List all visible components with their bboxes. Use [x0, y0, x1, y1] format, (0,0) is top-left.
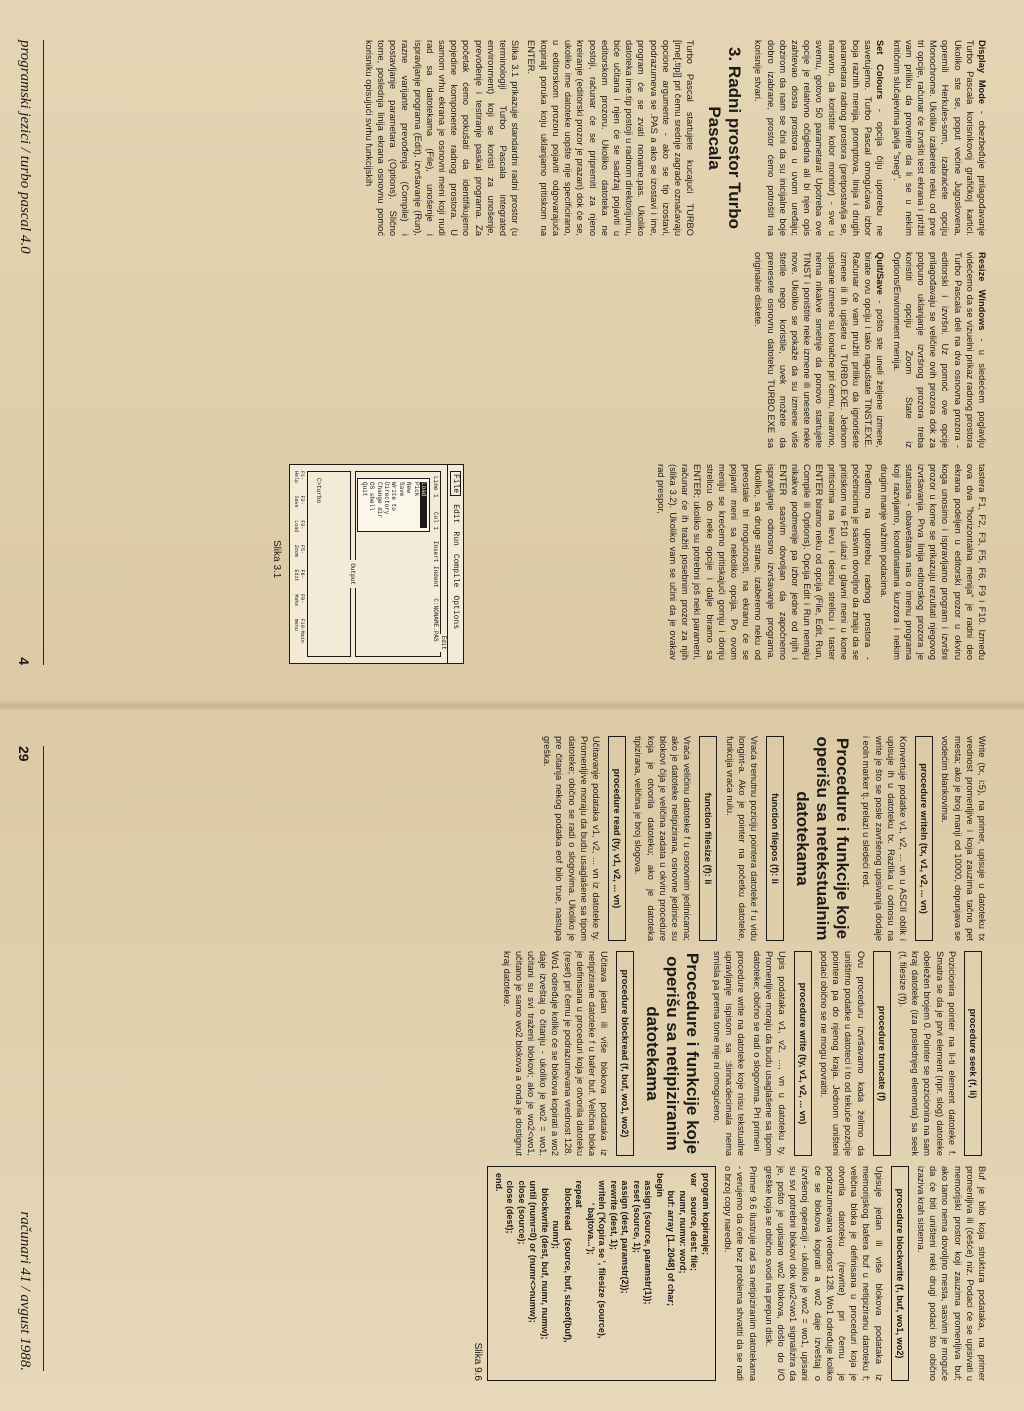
program-line: rewrite (dest, 1); [608, 1173, 619, 1251]
left-footer-title: programski jezici / turbo pascal 4.0 [17, 40, 33, 254]
key-help: F1-Help [293, 471, 305, 484]
primer-paragraph: Primer 9.6 ilustruje rad sa netipiziranim datotekama - verujemo da ćete bez problema shvatiti da se radi o brzoj copy naredbi. [723, 1166, 758, 1381]
file-menu-item: Pick [412, 482, 420, 497]
intro-write-nontext: procedure write na datoteke koje nisu tekstualne upravljanje ispisom sa :širina:decimala nema smisla pa prema tome nije ni omogućeno. [711, 951, 746, 1156]
display-mode-text: - obezbeđuje prilagođavanje Turbo Pascala korisnikovoj grafičkoj kartici. Ukoliko ste se, poput većine Jugoslovena, opremili Herkules-som, izabraćete opciju Monochrome. Ukoliko izaberete neku od prve tri opcije, računar će izvršiti test ekrana i prižiti vam priliku da proverite da li se u nekim kritičnim slučajevima javlja "sneg". [891, 40, 987, 236]
figure-turbo-screen [289, 464, 464, 664]
box-truncate: procedure truncate (f) [873, 951, 891, 1156]
program-line: close (source); [516, 1173, 527, 1245]
program-line: until (numr=0) or (numr<>numw); [528, 1173, 539, 1323]
box-write: procedure write (ty, v1, v2, ... vn) [794, 951, 812, 1156]
main-menu-bar [447, 465, 463, 663]
menu-edit: Edit [451, 504, 460, 524]
file-menu [357, 478, 430, 532]
left-page [0, 0, 1024, 705]
program-line: reset (source, 1); [631, 1173, 642, 1254]
key-edit: F6-Edit [293, 569, 305, 582]
writeln-paragraph: Konvertuje podatke v1, v2, ... vn u ASCII oblik i upisuje ih u datoteku tx. Razlika u odnosu na write je što se posle završenog upisivanja dodaje i eoln marker tj. prelazi u sledeći red. [861, 736, 908, 941]
menu-file: File [450, 471, 461, 496]
program-line: writeln ('Kopira se ', filesize (source), [597, 1173, 608, 1339]
left-column-2 [748, 252, 988, 448]
key-make: F9-Make [293, 594, 305, 607]
program-line: close (dest); [505, 1173, 516, 1234]
menu-compile: Compile [451, 553, 460, 588]
write-paragraph: Write (tx, i:5), na primer, upisuje u datoteku tx vrednost promenljive i koja zauzima tačno pet mesta; ako je broj manji od 10000, dopunjava se vodećim blankovima. [940, 736, 987, 941]
key-main-menu: F10-Main menu [293, 618, 305, 643]
slika-paragraph: Slika 3.1 prikazuje standardni radni prostor (u terminologiji Turbo Pascala integrated environment) koji se koristi za unošenje, prevođenje i testiranje paskal programa. Za početak ćemo pokušati da identifikujemo pojedine komponente radnog prostora. U samom vrhu ekrana je osnovni meni koji nudi rad sa datotekama (File), unošenje i ispravljanje programa (Edit), izvršavanje (Run), razne varijante prevođenja (Compile) i postavljanje parametara (Options). Slično tome, poslednja linija ekrana osnovnu pomoć korisniku opisujući svrhu funkcijskih [363, 40, 521, 236]
file-menu-item: New [405, 482, 413, 493]
right-column-3 [471, 1166, 988, 1381]
file-menu-item: Load [420, 482, 427, 528]
program-listing [487, 1166, 716, 1381]
quit-text: - pošto ste uneli željene izmene, birate ovu opciju i tako napuštate TINST.EXE. Računar će vam pružiti priliku da ignorišete izmene ili ih upišete u TURBO.EXE. Jednom upisane izmene su konačne pri čemu, naravno, nema nikakve smetnje da ponovo startujete TINST i poništite neke izmene ili unesete neke nove. Ukoliko se pokaže da su izmene više štetile nego koristile, uvek možete da prenesete osnovnu datoteku TURBO.EXE sa originalne diskete. [753, 252, 886, 448]
right-column-2 [496, 951, 988, 1156]
blockwrite-paragraph: Upisuje jedan ili više blokova podataka iz memorijskog bafera buf u netipiziranu datoteku f; veličina bloka je definisana u proceduri koja je otvorila datoteku (rewrite) pri čemu je podrazumevana vrednost 128. Wo1 određuje koliko će se blokova kopirati a wo2 daje izveštaj o izvršenoj operaciji - ukoliko je wo2 = wo1, upisani su svi potrebni blokovi dok wo2<wo1 signalizira da je, pošto je upisano wo2 blokova, došlo do I/O greške koja se obično svodi na prepun disk. [763, 1166, 884, 1381]
edit-label: Edit [440, 635, 447, 650]
left-footer [16, 40, 44, 665]
set-colours-head: Set Colours [875, 40, 886, 100]
file-menu-item: Quit [360, 482, 368, 497]
program-line: end. [493, 1173, 504, 1192]
program-line: ' bajtova...'); [585, 1173, 596, 1255]
blockread-paragraph: Učitava jedan ili više blokova podataka iz netipizirane datoteke f u bafer buf. Veličina bloka je definisana u proceduri koja je otvorila datoteku (reset) pri čemu je podrazumevana vrednost 128. Wo1 određuje koliko će se blokova kopirati a wo2 daje izveštaj o čitanju - ukoliko je wo2 = wo1, učitani su svi traženi blokovi; ako je wo2<wo1, učitano je samo wo2 blokova a onda je dostignut kraj datoteke. [501, 951, 610, 1156]
program-line: blockwrite (dest, buf, numr, numw); [539, 1173, 550, 1340]
truncate-paragraph: Ovu proceduru izvršavamo kada želimo da uništimo podatke u datoteci i to od tekuće pozicije pointera pa do njenog kraja. Jednom uništeni podaci obično se ne mogu povratiti. [818, 951, 866, 1156]
program-line: begin [654, 1173, 665, 1197]
filepos-paragraph: Vraća trenutnu poziciju pointera datoteke f u vidu longint-a. Ako je pointer na početku datoteke, funkcija vraća nulu. [724, 736, 759, 941]
menu-run: Run [451, 531, 460, 546]
predimo-paragraph: Pređimo na upotrebu radnog prostora - početnicima je sasvim dovoljno da znaju da se pritiskom na F10 ulazi u glavni meni u kome pritiscima na levu i desnu strelicu i taster ENTER biramo neku od opcija (File, Edit, Run, Compile ili Options). Opcija Edit i Run nemaju nikakve podmenije pa izbor jedne od njih i ENTER sasvim dovoljan da započnemo ispravljanje odnosno izvršavanje programa. Ukoliko, sa druge strane, izaberemo neku od preostale tri mogućnosti, na ekranu će se pojaviti meni sa nekoliko opcija. Po ovom meniju se krećemo pritiskajući gornju i donju strelicu do neke opcije i dalje biramo sa ENTER; ukoliko su potrebni još neki parametri, računar će ih tražiti posebnim prozor za njih (slika 3.2). Ukoliko vam se učini da je ovakav rad prespor, [655, 464, 874, 660]
dos-prompt: C>turbo [315, 478, 322, 504]
program-line: numr, numw: word; [677, 1173, 688, 1274]
box-seek: procedure seek (f, li) [964, 951, 982, 1156]
program-line: assign (source, paramstr(1)); [643, 1173, 654, 1305]
write2-paragraph: Upis podataka v1, v2, ..., vn u datoteku ty. Promenljive moraju da budu usaglašene sa tipom datoteke; obično se radi o slogovima. Pri primeni [752, 951, 787, 1156]
box-writeln: procedure writeln (tx, v1, v2, ... vn) [915, 736, 933, 941]
output-window [307, 471, 356, 657]
quit-head: Quit/Save [875, 252, 886, 295]
right-page-number: 29 [16, 746, 32, 762]
intro-paragraph: Turbo Pascal startujete kucajući TURBO [ime[.tip]] pri čemu srednje zagrade označavaju opcione argumente - ako se tip izostavi, podrazumeva se .PAS a ako se izostavi i ime, program će se zvati noname.pas. Ukoliko datoteka ime.tip postoji u radnom direktorijumu, biće učitana i njen će se sadržaj pojaviti u editorskom prozoru. Ukoliko datoteka ne postoji, računar će se pripremiti za njeno kreiranje (editorski prozor je prazan) dok će se, ukoliko ime datoteke uopšte nije specificirano, u editorskom prozoru pojaviti odgovarajuća kopirajt poruka koju uklanjamo pritiskom na ENTER. [526, 40, 696, 236]
program-line: numr); [551, 1173, 562, 1250]
program-line: repeat [574, 1173, 585, 1208]
output-label: Output [349, 560, 356, 588]
key-save: F2-Save [293, 495, 305, 508]
right-page [0, 706, 1024, 1411]
section-heading: 3. Radni prostor Turbo Pascala [705, 47, 745, 229]
program-line: blockread (source, buf, sizeof(buf), [562, 1173, 573, 1343]
key-zoom: F5-Zoom [293, 544, 305, 557]
box-filesize: function filesize (f): li [699, 736, 717, 941]
file-menu-item: Change dir [375, 482, 383, 519]
program-caption: Slika 9.6 [472, 1342, 484, 1381]
editor-status-line: Line 1 Col 1 Insert Indent C:NONAME.PAS [432, 476, 439, 642]
file-menu-item: Directory [382, 482, 390, 515]
display-mode-head: Display Mode [977, 40, 987, 105]
box-blockwrite: procedure blockwrite (f, buf, wo1, wo2) [891, 1166, 909, 1381]
figure-caption: Slika 3.1 [271, 540, 282, 579]
menu-options: Options [451, 595, 460, 630]
file-menu-item: Save [397, 482, 405, 497]
set-colours-text: - opcija čiju upotrebu ne savetujemo. Turbo Pascal omogućava izbor boja raznih menija, promptova, linija i drugih parametara radnog prostora (pretpostavlja se, naravno, da koristite kolor monitor) - sve u svemu, gotovo 50 parametara! Upotreba ove opcije je relativno očiglеdna ali bi njen opis zahtevao dosta prostora u uvom uređaju; obzirom da nam se čini da su inicijalne boje dobro izabrane, prostor ćemo potrošiti na korisnije stvari. [753, 40, 886, 236]
resize-head: Resize Windows [977, 252, 987, 331]
right-footer-title: računari 41 / avgust 1988. [17, 1211, 33, 1371]
section-heading-netekstualnim: Procedure i funkcije koje operišu sa netekstualnim datotekama [793, 736, 853, 941]
key-load: F3-Load [293, 520, 305, 533]
resize-text: - u sledećem poglavlju videćemo da se vizuelni prikaz radnog prostora Turbo Pascala deli na dva osnovna prozora - editorski i izvršni. Uz pomoć ove opcije prilagođavaju se veličine ovih prozora dok za potpuno uklanjanje izvršnog prozora treba koristiti opciju Zoom State iz Options/Environment menija. [891, 252, 987, 448]
function-key-bar [293, 471, 305, 657]
seek-paragraph: Pozicionira pointer na li-ti element datoteke f. Smatra se da je prvi element (npr. slog) datoteke obeležen brojem 0. Pointer se pozicionira na sam kraj datoteke (iza poslednjeg elementa) sa seek (f, filesize (f)). [897, 951, 957, 1156]
program-line: buf: array [1..2048] of char; [666, 1173, 677, 1307]
box-read: procedure read (ty, v1, v2, ... vn) [608, 736, 626, 941]
program-line: assign (dest, paramstr(2)); [620, 1173, 631, 1294]
box-blockread: procedure blockread (f, buf, wo1, wo2) [616, 951, 634, 1156]
read-paragraph: Učitavanje podataka v1, v2, ... vn iz datoteke ty. Promenljive moraju da budu usaglašene sa tipom datoteke; obično se radi o slogovima. Ukoliko je pre čitanja nekog podatka eof bilo true, nastupa greška. [542, 736, 601, 941]
right-column-1 [537, 736, 988, 941]
editor-window [355, 471, 447, 657]
filesize-paragraph: Vraća veličinu datoteke f u osnovnim jedinicama; ako je datoteke netipizirana, osnovne jedinice su blokovi čija je veličina zadata u okviru procedure koja je otvorila datoteku; ako je datoteka tipizirana, veličina je broj slogova. [633, 736, 693, 941]
file-menu-item: OS shell [368, 482, 376, 511]
right-footer [16, 746, 44, 1371]
left-column-1 [359, 40, 988, 236]
left-column-3 [651, 464, 988, 660]
program-line: var source, dest: file; [689, 1173, 700, 1272]
file-menu-item: Write to [390, 482, 398, 511]
program-line: program kopiranje; [700, 1173, 711, 1256]
box-filepos: function filepos (f): li [766, 736, 784, 941]
section-heading-netipiziranim: Procedure i funkcije koje operišu sa netipiziranim datotekama [643, 952, 703, 1155]
tastera-paragraph: tastera F1, F2, F3, F5, F6, F9 i F10. Između ova dva "horizontalna menija" je radni deo ekrana podeljen u editorski prozor u okviru koga unosimo i ispravljamo program i izvršni prozor u kome se prikazuju rezultati njegovog izvršavanja. Prva linija editorskog prozora je statusna - obaveštava nas o imenu programa koji razvijamo, koordinatama kurzora i nekim drugim manje važnim podacima. [879, 464, 987, 660]
left-page-number: 4 [16, 657, 32, 665]
buf-paragraph: Buf je bilo koja struktura podataka, na primer promenljiva ili (češće) niz. Podaci će se upisivati u memorijski prostor koji zauzima promenljiva buf; ako tamo nema dovoljno mesta, sasvim je moguće da će biti uništeni neki drugi podaci što obično izaziva krah sistema. [915, 1166, 987, 1381]
